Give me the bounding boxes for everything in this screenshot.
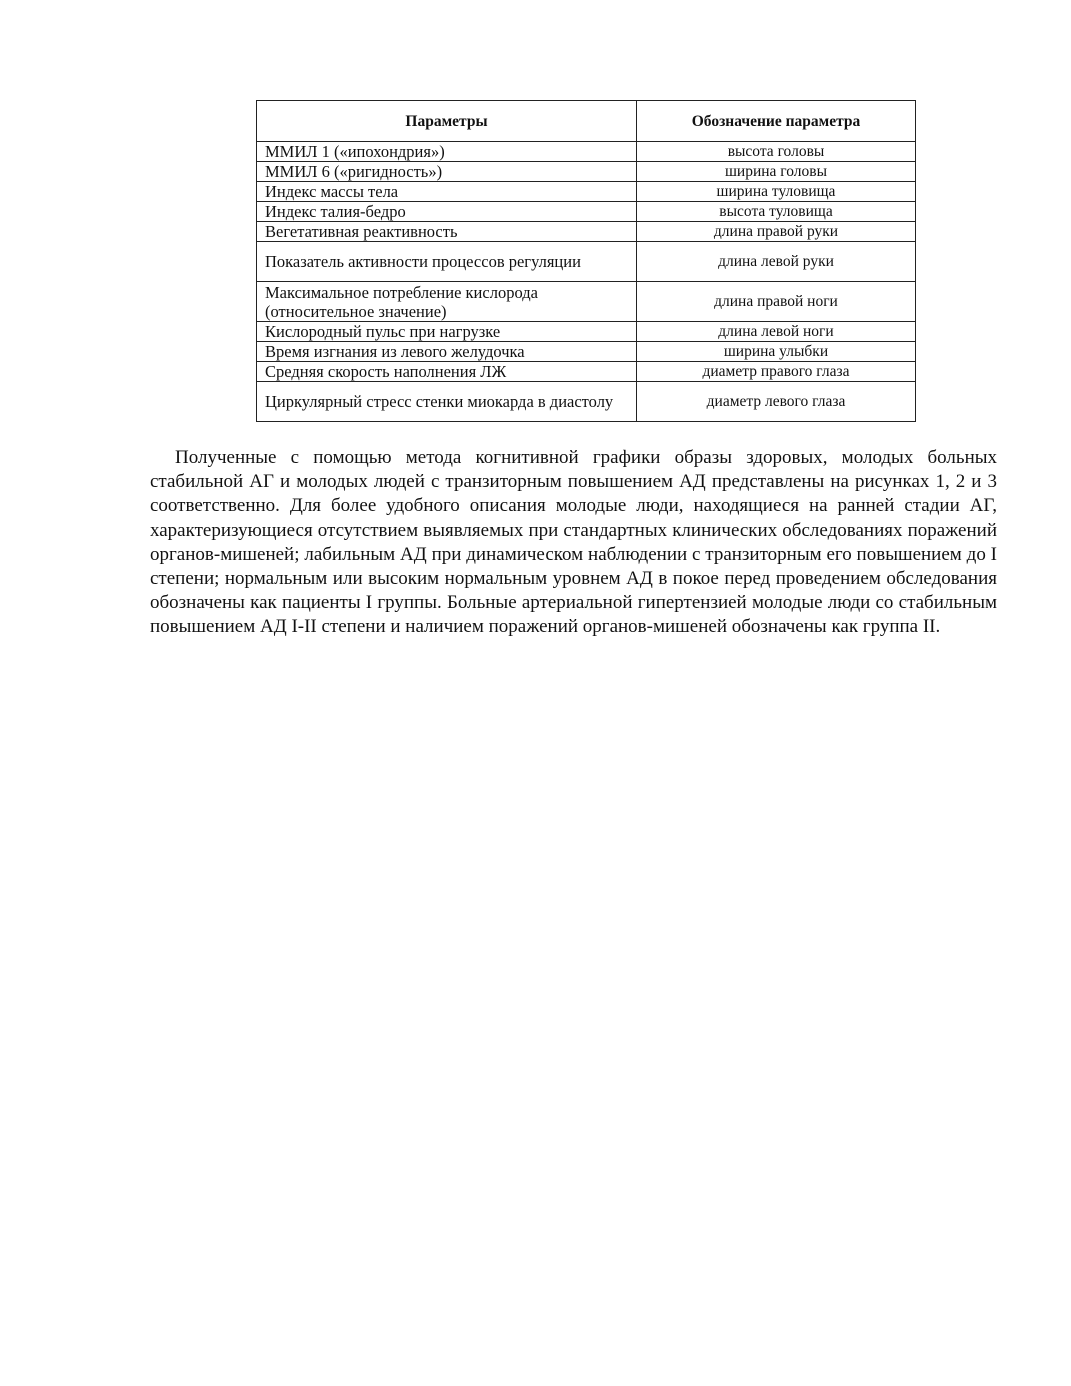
header-parameters: Параметры <box>257 101 637 142</box>
parameter-cell: Индекс массы тела <box>257 182 637 202</box>
table-row <box>257 182 916 202</box>
designation-cell: ширина улыбки <box>637 342 916 362</box>
table-row <box>257 342 916 362</box>
designation-cell: диаметр правого глаза <box>637 362 916 382</box>
table-row <box>257 142 916 162</box>
table-row <box>257 322 916 342</box>
table-row <box>257 382 916 422</box>
designation-cell: длина правой руки <box>637 222 916 242</box>
designation-cell: ширина туловища <box>637 182 916 202</box>
parameter-cell: Средняя скорость наполнения ЛЖ <box>257 362 637 382</box>
parameter-cell: Циркулярный стресс стенки миокарда в диастолу <box>257 382 637 422</box>
table-row <box>257 362 916 382</box>
header-designation: Обозначение параметра <box>637 101 916 142</box>
designation-cell: высота головы <box>637 142 916 162</box>
body-paragraph: Полученные с помощью метода когнитивной графики образы здоровых, молодых больных стабильной АГ и молодых людей с транзиторным повышением АД представлены на рисунках 1, 2 и 3 соответственно. Для более удобного описания молодые люди, находящиеся на ранней стадии АГ, характеризующиеся отсутствием выявляемых при стандартных клинических обследованиях поражений органов-мишеней; лабильным АД при динамическом наблюдении с транзиторным его повышением до I степени; нормальным или высоким нормальным уровнем АД в покое перед проведением обследования обозначены как пациенты I группы. Больные артериальной гипертензией молодые люди со стабильным повышением АД I-II степени и наличием поражений органов-мишеней обозначены как группа II. <box>150 447 997 638</box>
parameter-cell: ММИЛ 6 («ригидность») <box>257 162 637 182</box>
designation-cell: высота туловища <box>637 202 916 222</box>
parameter-cell: ММИЛ 1 («ипохондрия») <box>257 142 637 162</box>
table-header-row <box>257 101 916 142</box>
table-row <box>257 222 916 242</box>
designation-cell: длина правой ноги <box>637 282 916 322</box>
table-row <box>257 242 916 282</box>
parameter-cell: Показатель активности процессов регуляции <box>257 242 637 282</box>
designation-cell: ширина головы <box>637 162 916 182</box>
designation-cell: длина левой ноги <box>637 322 916 342</box>
parameters-table <box>256 100 916 422</box>
parameter-cell: Вегетативная реактивность <box>257 222 637 242</box>
designation-cell: диаметр левого глаза <box>637 382 916 422</box>
parameter-cell: Максимальное потребление кислорода (относительное значение) <box>257 282 637 322</box>
parameter-cell: Кислородный пульс при нагрузке <box>257 322 637 342</box>
parameter-cell: Время изгнания из левого желудочка <box>257 342 637 362</box>
table-row <box>257 202 916 222</box>
table-row <box>257 162 916 182</box>
parameter-cell: Индекс талия-бедро <box>257 202 637 222</box>
table-row <box>257 282 916 322</box>
designation-cell: длина левой руки <box>637 242 916 282</box>
